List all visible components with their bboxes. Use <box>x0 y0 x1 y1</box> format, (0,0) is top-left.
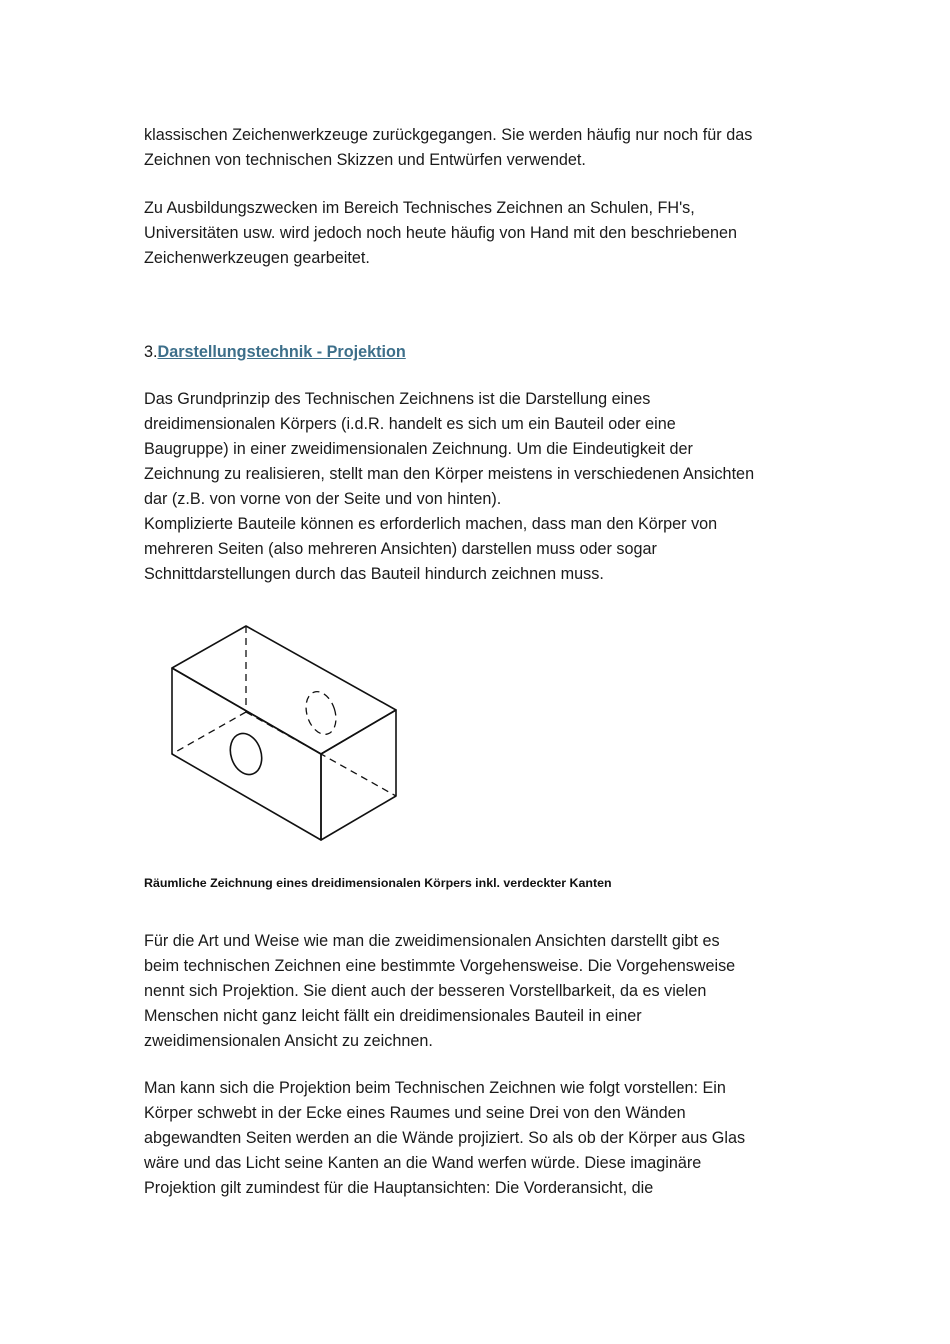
section-heading <box>144 340 406 365</box>
text-line: Baugruppe) in einer zweidimensionalen Zeichnung. Um die Eindeutigkeit der <box>144 440 693 458</box>
text-line: Universitäten usw. wird jedoch noch heute häufig von Hand mit den beschriebenen <box>144 224 738 242</box>
text-line: dreidimensionalen Körpers (i.d.R. handelt es sich um ein Bauteil oder eine <box>144 415 676 433</box>
text-line: Für die Art und Weise wie man die zweidimensionalen Ansichten darstellt gibt es <box>144 932 720 950</box>
paragraph-education-usage <box>144 196 814 271</box>
text-line: Zeichnen von technischen Skizzen und Entwürfen verwendet. <box>144 151 586 169</box>
text-line: nennt sich Projektion. Sie dient auch der besseren Vorstellbarkeit, da es vielen <box>144 982 707 1000</box>
text-line: Zeichnung zu realisieren, stellt man den Körper meistens in verschiedenen Ansichten <box>144 465 755 483</box>
text-line: Zeichenwerkzeugen gearbeitet. <box>144 249 370 267</box>
text-line: Schnittdarstellungen durch das Bauteil hindurch zeichnen muss. <box>144 565 604 583</box>
hidden-edge-left <box>172 712 246 754</box>
hidden-hole-ellipse <box>301 688 341 738</box>
text-line: Man kann sich die Projektion beim Technischen Zeichnen wie folgt vorstellen: Ein <box>144 1079 726 1097</box>
text-line: Projektion gilt zumindest für die Hauptansichten: Die Vorderansicht, die <box>144 1179 654 1197</box>
text-line: Menschen nicht ganz leicht fällt ein dreidimensionales Bauteil in einer <box>144 1007 642 1025</box>
paragraph-drawing-tools-decline <box>144 123 814 173</box>
text-line: beim technischen Zeichnen eine bestimmte Vorgehensweise. Die Vorgehensweise <box>144 957 736 975</box>
block-front-face <box>172 668 321 840</box>
text-line: Komplizierte Bauteile können es erforderlich machen, dass man den Körper von <box>144 515 718 533</box>
isometric-block-drawing <box>166 618 426 850</box>
block-right-face <box>321 710 396 840</box>
text-line: Zu Ausbildungszwecken im Bereich Technisches Zeichnen an Schulen, FH's, <box>144 199 695 217</box>
text-line: dar (z.B. von vorne von der Seite und von hinten). <box>144 490 502 508</box>
paragraph-projection-imagination <box>144 1076 814 1201</box>
text-line: zweidimensionalen Ansicht zu zeichnen. <box>144 1032 433 1050</box>
figure-caption: Räumliche Zeichnung eines dreidimensionalen Körpers inkl. verdeckter Kanten <box>144 876 612 890</box>
section-title-link[interactable]: Darstellungstechnik - Projektion <box>157 343 406 361</box>
text-line: klassischen Zeichenwerkzeuge zurückgegangen. Sie werden häufig nur noch für das <box>144 126 753 144</box>
text-line: abgewandten Seiten werden an die Wände projiziert. So als ob der Körper aus Glas <box>144 1129 746 1147</box>
paragraph-projection-principle <box>144 387 814 587</box>
text-line: mehreren Seiten (also mehreren Ansichten) darstellen muss oder sogar <box>144 540 657 558</box>
block-top-face <box>172 626 396 754</box>
text-line: wäre und das Licht seine Kanten an die Wand werfen würde. Diese imaginäre <box>144 1154 702 1172</box>
text-line: Das Grundprinzip des Technischen Zeichnens ist die Darstellung eines <box>144 390 651 408</box>
hole-ellipse <box>225 729 267 778</box>
paragraph-projection-method <box>144 929 814 1054</box>
section-number: 3. <box>144 343 158 361</box>
text-line: Körper schwebt in der Ecke eines Raumes und seine Drei von den Wänden <box>144 1104 686 1122</box>
